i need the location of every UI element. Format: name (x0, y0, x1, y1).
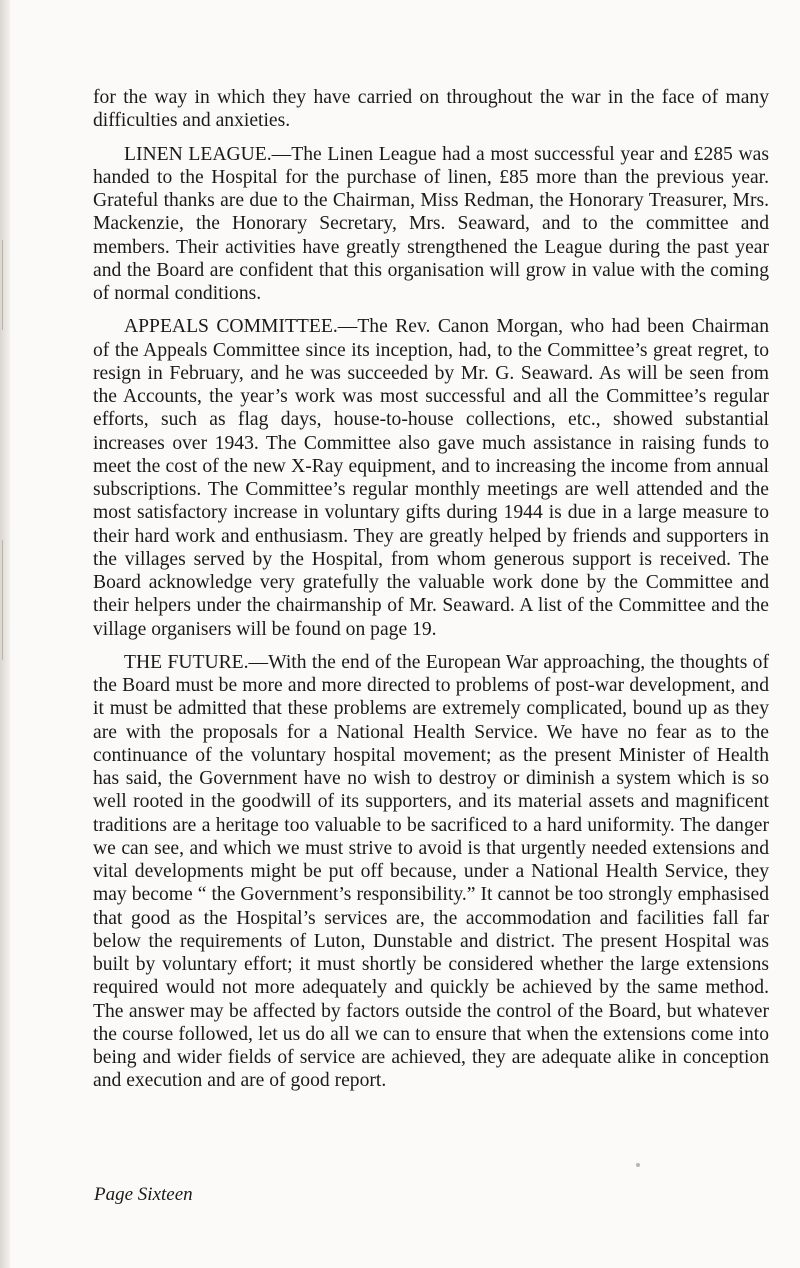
edge-mark-upper (2, 240, 3, 330)
paragraph-the-future: THE FUTURE.—With the end of the European War approaching, the thoughts of the Board must be more and more directed to problems of post-war development, and it must be admitted that these problems are extremely complicated, bound up as they are with the proposals for a National Health Service. We have no fear as to the continuance of the voluntary hospital movement; as the present Minister of Health has said, the Government have no wish to destroy or diminish a system which is so well rooted in the goodwill of its supporters, and its material assets and magnificent traditions are a heritage too valuable to be sacrificed to a hard uniformity. The danger we can see, and which we must strive to avoid is that urgently needed extensions and vital developments might be put off because, under a National Health Service, they may become “ the Government’s responsibility.” It cannot be too strongly emphasised that good as the Hospital’s services are, the accommodation and facilities fall far below the requirements of Luton, Dunstable and district. The present Hospital was built by voluntary effort; it must shortly be considered whether the large extensions required would not more adequately and quickly be achieved by the same method. The answer may be affected by factors outside the control of the Board, but whatever the course followed, let us do all we can to ensure that when the extensions come into being and wider fields of service are achieved, they are adequate alike in conception and execution and are of good report. (93, 651, 769, 1092)
edge-mark-lower (2, 540, 3, 660)
print-speck (636, 1163, 640, 1167)
paragraph-continuation: for the way in which they have carried on throughout the war in the face of many difficulties and anxieties. (93, 87, 769, 132)
page-number-footer: Page Sixteen (94, 1184, 193, 1205)
paragraph-appeals-committee: APPEALS COMMITTEE.—The Rev. Canon Morgan, who had been Chairman of the Appeals Committee since its inception, had, to the Committee’s great regret, to resign in February, and he was succeeded by Mr. G. Seaward. As will be seen from the Accounts, the year’s work was most successful and all the Committee’s regular efforts, such as flag days, house-to-house collections, etc., showed substantial increases over 1943. The Committee also gave much assistance in raising funds to meet the cost of the new X-Ray equipment, and to increasing the income from annual subscriptions. The Committee’s regular monthly meetings are well attended and the most satisfactory increase in voluntary gifts during 1944 is due in a large measure to their hard work and enthusiasm. They are greatly helped by friends and supporters in the villages served by the Hospital, from whom generous support is received. The Board acknowledge very gratefully the valuable work done by the Committee and their helpers under the chairmanship of Mr. Seaward. A list of the Committee and the village organisers will be found on page 19. (93, 316, 769, 640)
paragraph-linen-league: LINEN LEAGUE.—The Linen League had a most successful year and £285 was handed to the Hospital for the purchase of linen, £85 more than the previous year. Grateful thanks are due to the Chairman, Miss Redman, the Honorary Treasurer, Mrs. Mackenzie, the Honorary Secretary, Mrs. Seaward, and to the committee and members. Their activities have greatly strengthened the League during the past year and the Board are confident that this organisation will grow in value with the coming of normal conditions. (93, 143, 769, 304)
body-text (93, 86, 769, 1103)
